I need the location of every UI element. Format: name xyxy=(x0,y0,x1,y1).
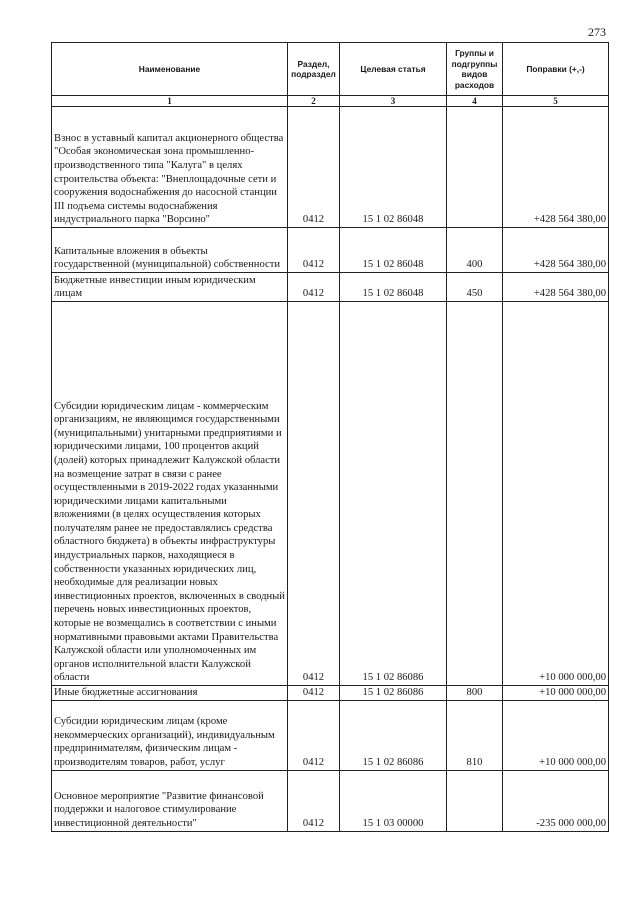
row-target: 15 1 02 86086 xyxy=(340,302,447,686)
table-row xyxy=(52,770,609,831)
row-name: Бюджетные инвестиции иным юридическим лицам xyxy=(52,273,288,302)
table-row xyxy=(52,273,609,302)
column-number: 5 xyxy=(503,96,609,107)
column-number: 2 xyxy=(288,96,340,107)
table-row xyxy=(52,228,609,273)
header-name: Наименование xyxy=(52,43,288,96)
row-section: 0412 xyxy=(288,107,340,228)
row-amount: +428 564 380,00 xyxy=(503,107,609,228)
row-amount: +10 000 000,00 xyxy=(503,302,609,686)
row-amount: +10 000 000,00 xyxy=(503,686,609,701)
row-target: 15 1 02 86086 xyxy=(340,686,447,701)
row-name: Капитальные вложения в объекты государственной (муниципальной) собственности xyxy=(52,228,288,273)
row-section: 0412 xyxy=(288,273,340,302)
column-number: 1 xyxy=(52,96,288,107)
header-amendments: Поправки (+,-) xyxy=(503,43,609,96)
row-group xyxy=(447,770,503,831)
row-name: Иные бюджетные ассигнования xyxy=(52,686,288,701)
row-name: Основное мероприятие "Развитие финансовой поддержки и налоговое стимулирование инвестиционной деятельности" xyxy=(52,770,288,831)
row-target: 15 1 02 86048 xyxy=(340,228,447,273)
table-row xyxy=(52,302,609,686)
header-groups: Группы и подгруппы видов расходов xyxy=(447,43,503,96)
column-number: 4 xyxy=(447,96,503,107)
row-section: 0412 xyxy=(288,686,340,701)
table-row xyxy=(52,700,609,770)
row-section: 0412 xyxy=(288,228,340,273)
row-name: Субсидии юридическим лицам (кроме некоммерческих организаций), индивидуальным предпринимателям, физическим лицам - производителям товаров, работ, услуг xyxy=(52,700,288,770)
header-section: Раздел, подраздел xyxy=(288,43,340,96)
row-amount: +10 000 000,00 xyxy=(503,700,609,770)
table-row xyxy=(52,686,609,701)
row-target: 15 1 02 86048 xyxy=(340,273,447,302)
row-group: 450 xyxy=(447,273,503,302)
row-group xyxy=(447,302,503,686)
row-section: 0412 xyxy=(288,700,340,770)
row-group xyxy=(447,107,503,228)
column-number: 3 xyxy=(340,96,447,107)
header-row xyxy=(52,43,609,96)
row-group: 800 xyxy=(447,686,503,701)
row-target: 15 1 03 00000 xyxy=(340,770,447,831)
row-group: 400 xyxy=(447,228,503,273)
page-number: 273 xyxy=(588,25,606,39)
row-target: 15 1 02 86086 xyxy=(340,700,447,770)
row-target: 15 1 02 86048 xyxy=(340,107,447,228)
table-row xyxy=(52,107,609,228)
budget-amendments-table xyxy=(51,42,609,832)
row-amount: +428 564 380,00 xyxy=(503,228,609,273)
row-name: Субсидии юридическим лицам - коммерческим организациям, не являющимся государственными (муниципальными) унитарными предприятиями и юридическими лицами, 100 процентов акций (долей) которых принадлежит Калужской области на возмещение затрат в связи с ранее осуществленными в 2019-2022 годах указанными юридическими лицами капитальными вложениями (в целях осуществления которых получателям ранее не предоставлялись средства областного бюджета) в объекты инфраструктуры индустриальных парков, находящиеся в собственности указанных юридических лиц, необходимые для реализации новых инвестиционных проектов, включенных в сводный перечень новых инвестиционных проектов, которые не возмещались в соответствии с иными нормативными правовыми актами Правительства Калужской области или уполномоченных им органов исполнительной власти Калужской области xyxy=(52,302,288,686)
header-target: Целевая статья xyxy=(340,43,447,96)
row-section: 0412 xyxy=(288,770,340,831)
row-amount: -235 000 000,00 xyxy=(503,770,609,831)
row-group: 810 xyxy=(447,700,503,770)
row-section: 0412 xyxy=(288,302,340,686)
row-amount: +428 564 380,00 xyxy=(503,273,609,302)
row-name: Взнос в уставный капитал акционерного общества "Особая экономическая зона промышленно-производственного типа "Калуга" в целях строительства объекта: "Внеплощадочные сети и сооружения водоснабжения до насосной станции III подъема системы водоснабжения индустриального парка "Ворсино" xyxy=(52,107,288,228)
column-number-row xyxy=(52,96,609,107)
